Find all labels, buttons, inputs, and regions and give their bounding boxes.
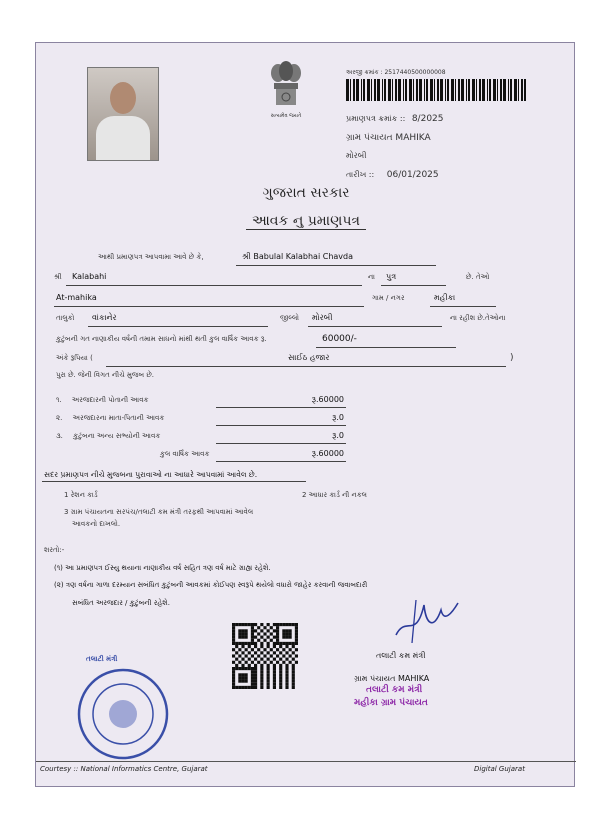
qr-code [232,623,298,689]
row-number: ૧. [56,396,62,404]
condition-2-cont: સબંધિત અરજદાર / કુટુંબની રહેશે. [72,599,170,607]
village: મહીકા [434,293,456,302]
certificate-title: આવક નુ પ્રમાણપત્ર [246,213,366,230]
row-label: અરજદારની પોતાની આવક [71,396,149,404]
evidence-item-1: 1 રેશન કાર્ડ [64,491,98,499]
certificate-number: 8/2025 [411,114,444,124]
stamp-line-2: મહીકા ગ્રામ પંચાયત [354,698,428,708]
jillo-label: જીલ્લો [280,314,299,322]
barcode [346,79,526,101]
income-line: કુટુંબની ગત નાણાકીય વર્ષની તમામ સાધનો માંથી થતી કુલ વાર્ષિક આવક રૂ. [56,335,267,343]
income-total-label: કુલ વાર્ષિક આવક [160,450,210,458]
government-title: ગુજરાત સરકાર [262,185,350,201]
state-emblem [262,59,310,121]
date-row [346,170,439,180]
certificate-title-wrap [36,213,576,229]
applicant-name: શ્રી Babulal Kalabhai Chavda [242,252,354,261]
na-label: ના [368,273,375,281]
signatory-panchayat: ગ્રામ પંચાયત MAHIKA [354,674,430,683]
address: At-mahika [56,293,97,302]
income-row-1 [56,396,149,405]
evidence-item-3: 3 ગ્રામ પંચાયતના સરપંચ/તલાટી કમ મંત્રી તરફથી આપવામાં આવેલ [64,508,254,516]
signatory-designation: તલાટી કમ મંત્રી [376,651,426,660]
father-name: Kalabahi [72,272,107,281]
evidence-item-3-cont: આવકનો દાખલો. [72,520,121,528]
condition-1: (૧) આ પ્રમાણપત્ર ઈસ્યુ થયાના નાણાકીય વર્ષ સહિત ત્રણ વર્ષ માટે ગ્રાહ્ય રહેશે. [54,564,271,572]
row-label: અરજદારના માતા-પિતાની આવક [72,414,165,422]
signature-image [386,595,466,645]
conditions-heading: શરતો:- [44,546,65,554]
date-label: તારીખ :: [346,170,375,179]
resident-text: ના રહીશ છે.તેઓના [450,314,506,322]
certificate-page [35,42,575,787]
evidence-item-2: 2 આધાર કાર્ડ ની નકલ [302,491,367,499]
intro-text: આથી પ્રમાણપત્ર આપવામા આવે છે કે, [98,253,204,261]
lion-capital-icon [266,59,306,107]
income-total-amount: રૂ.60000 [311,449,344,458]
income-words: સાઈઠ હજાર [288,353,330,362]
row-number: ૨. [56,414,63,422]
row-label: કુટુંબના અન્ય સભ્યોની આવક [73,432,161,440]
body-district: મોરબી [312,313,333,322]
certificate-number-row [346,114,444,124]
shri-label: શ્રી [54,273,62,281]
che-tevo: છે. તેઓ [466,273,490,281]
condition-2: (૨) ત્રણ વર્ષના ગાળા દરમ્યાન સબંધિત કુટુંબની આવકમાં કોઈપણ સ્વરૂપે થયેલો વધારો જાહેર કરવાની જવાબદારી [54,581,368,589]
panchayat-line: ગ્રામ પંચાયત MAHIKA [346,133,431,143]
panchayat-seal [76,667,170,761]
taluka-label: તાલુકો [56,314,75,322]
taluka: વાંકાનેર [92,313,117,322]
row-amount: રૂ.60000 [311,395,344,404]
footer-courtesy: Courtesy :: National Informatics Centre, Gujarat [40,765,208,773]
words-close: ) [510,353,514,363]
issue-date: 06/01/2025 [386,170,439,180]
row-amount: રૂ.0 [332,413,344,422]
evidence-heading: સદર પ્રમાણપત્ર નીચે મુજબના પુરાવાઓ ના આધારે આપવામાં આવેલ છે. [44,470,258,479]
emblem-caption: સત્યમેવ જયતે [270,113,302,119]
certificate-number-label: પ્રમાણપત્ર ક્રમાંક :: [346,114,406,123]
application-number: અરજી ક્રમાંક : 2517440500000008 [346,69,446,76]
seal-top-text: તલાટી મંત્રી [86,655,118,663]
words-label: અંકે રૂપિયા ( [56,354,93,362]
row-number: ૩. [56,432,63,440]
details-line: પુરા છે. જેની વિગત નીચે મુજબ છે. [56,371,155,379]
row-amount: રૂ.0 [332,431,344,440]
gam-label: ગામ / નગર [372,294,405,302]
footer-digital-gujarat: Digital Gujarat [474,765,525,773]
header-district: મોરબી [346,151,367,160]
stamp-line-1: તલાટી કમ મંત્રી [366,685,423,695]
relation: પુત્ર [386,272,397,281]
applicant-photo [87,67,159,161]
income-row-2 [56,414,164,423]
income-row-3 [56,432,160,441]
income-amount: 60000/- [322,334,357,344]
